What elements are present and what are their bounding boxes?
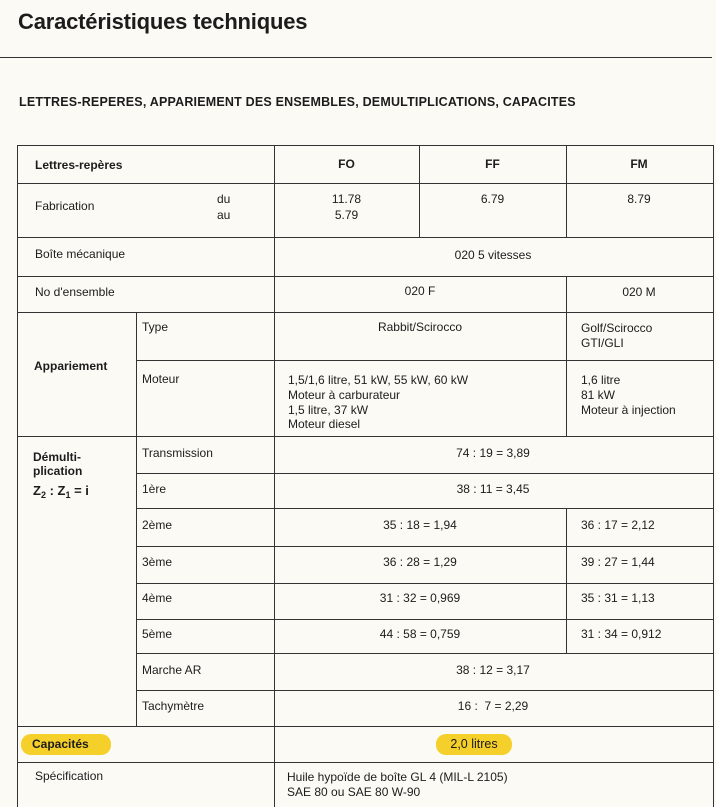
ratio-tachymetre: 16 : 7 = 2,29 xyxy=(457,699,529,713)
ratio-label-3: 3ème xyxy=(142,555,173,569)
moteur-fm-line3: Moteur à injection xyxy=(581,403,676,417)
row-divider xyxy=(18,276,713,277)
ensemble-label: No d'ensemble xyxy=(35,285,115,299)
ratio-4-fo-ff: 31 : 32 = 0,969 xyxy=(379,591,461,605)
header-code-fo: FO xyxy=(338,157,355,171)
col-divider xyxy=(566,508,567,653)
fabrication-label: Fabrication xyxy=(35,199,95,213)
formula-mid: : Z xyxy=(45,483,66,498)
ratio-5-fm: 31 : 34 = 0,912 xyxy=(581,627,662,641)
specification-line1: Huile hypoïde de boîte GL 4 (MIL-L 2105) xyxy=(287,770,508,784)
title-rule xyxy=(0,57,712,58)
moteur-fo-ff-line2: Moteur à carburateur xyxy=(288,388,401,402)
demultiplication-label-2: plication xyxy=(33,464,83,478)
moteur-label: Moteur xyxy=(142,372,180,386)
row-divider xyxy=(18,183,713,184)
ratio-label-tachymetre: Tachymètre xyxy=(142,699,205,713)
ratio-3-fm: 39 : 27 = 1,44 xyxy=(581,555,655,569)
type-fm-line2: GTI/GLI xyxy=(581,336,624,350)
row-divider xyxy=(136,583,713,584)
fabrication-du-label: du xyxy=(217,192,231,206)
row-divider xyxy=(136,546,713,547)
capacites-value: 2,0 litres xyxy=(450,737,498,751)
fabrication-fm: 8.79 xyxy=(627,192,651,206)
ratio-label-marche-ar: Marche AR xyxy=(142,663,202,677)
row-divider xyxy=(136,508,713,509)
capacites-label: Capacités xyxy=(32,737,89,751)
row-divider xyxy=(136,619,713,620)
formula-sub1: 1 xyxy=(65,490,71,500)
demultiplication-label-1: Démulti- xyxy=(33,450,81,464)
ratio-label-5: 5ème xyxy=(142,627,173,641)
formula-end: = i xyxy=(70,483,89,498)
type-fo-ff: Rabbit/Scirocco xyxy=(377,320,463,334)
ratio-4-fm: 35 : 31 = 1,13 xyxy=(581,591,655,605)
moteur-fo-ff-line1: 1,5/1,6 litre, 51 kW, 55 kW, 60 kW xyxy=(288,373,469,387)
moteur-fm-line1: 1,6 litre xyxy=(581,373,621,387)
ensemble-fo-ff: 020 F xyxy=(404,284,436,298)
fabrication-au-label: au xyxy=(217,208,231,222)
row-divider xyxy=(18,312,713,313)
ratio-2-fo-ff: 35 : 18 = 1,94 xyxy=(383,518,457,532)
appariement-label: Appariement xyxy=(34,359,108,373)
moteur-fo-ff-line3: 1,5 litre, 37 kW xyxy=(288,403,369,417)
row-divider xyxy=(136,690,713,691)
header-label: Lettres-repères xyxy=(35,158,123,172)
fabrication-ff: 6.79 xyxy=(480,192,505,206)
header-code-fm: FM xyxy=(630,157,648,171)
ratio-label-1: 1ère xyxy=(142,482,167,496)
row-divider xyxy=(18,436,713,437)
type-fm-line1: Golf/Scirocco xyxy=(581,321,653,335)
ratio-label-transmission: Transmission xyxy=(142,446,213,460)
ratio-2-fm: 36 : 17 = 2,12 xyxy=(581,518,655,532)
formula-sub2: 2 xyxy=(40,490,46,500)
col-divider xyxy=(136,436,137,726)
row-divider xyxy=(18,762,713,763)
ratio-marche-ar: 38 : 12 = 3,17 xyxy=(456,663,530,677)
moteur-fm-line2: 81 kW xyxy=(581,388,616,402)
boite-label: Boîte mécanique xyxy=(35,247,126,261)
page-title: Caractéristiques techniques xyxy=(18,9,308,34)
specification-line2: SAE 80 ou SAE 80 W-90 xyxy=(287,785,421,799)
col-divider xyxy=(566,276,567,436)
ratio-1: 38 : 11 = 3,45 xyxy=(456,482,530,496)
row-divider xyxy=(18,237,713,238)
demultiplication-formula xyxy=(33,483,89,503)
row-divider xyxy=(136,473,713,474)
ratio-transmission: 74 : 19 = 3,89 xyxy=(456,446,530,460)
row-divider xyxy=(136,653,713,654)
ensemble-fm: 020 M xyxy=(622,285,656,299)
row-divider xyxy=(18,726,713,727)
fabrication-fo-du: 11.78 xyxy=(331,192,362,206)
ratio-label-4: 4ème xyxy=(142,591,173,605)
ratio-label-2: 2ème xyxy=(142,518,173,532)
ratio-3-fo-ff: 36 : 28 = 1,29 xyxy=(383,555,457,569)
type-label: Type xyxy=(142,320,169,334)
fabrication-fo-au: 5.79 xyxy=(334,208,359,222)
section-subtitle: LETTRES-REPERES, APPARIEMENT DES ENSEMBLES, DEMULTIPLICATIONS, CAPACITES xyxy=(19,95,576,109)
formula-z2: Z xyxy=(33,483,41,498)
boite-value: 020 5 vitesses xyxy=(454,248,532,262)
row-divider xyxy=(136,360,713,361)
header-code-ff: FF xyxy=(485,157,500,171)
ratio-5-fo-ff: 44 : 58 = 0,759 xyxy=(379,627,461,641)
moteur-fo-ff-line4: Moteur diesel xyxy=(288,417,361,431)
col-divider xyxy=(136,312,137,436)
specification-label: Spécification xyxy=(35,769,104,783)
